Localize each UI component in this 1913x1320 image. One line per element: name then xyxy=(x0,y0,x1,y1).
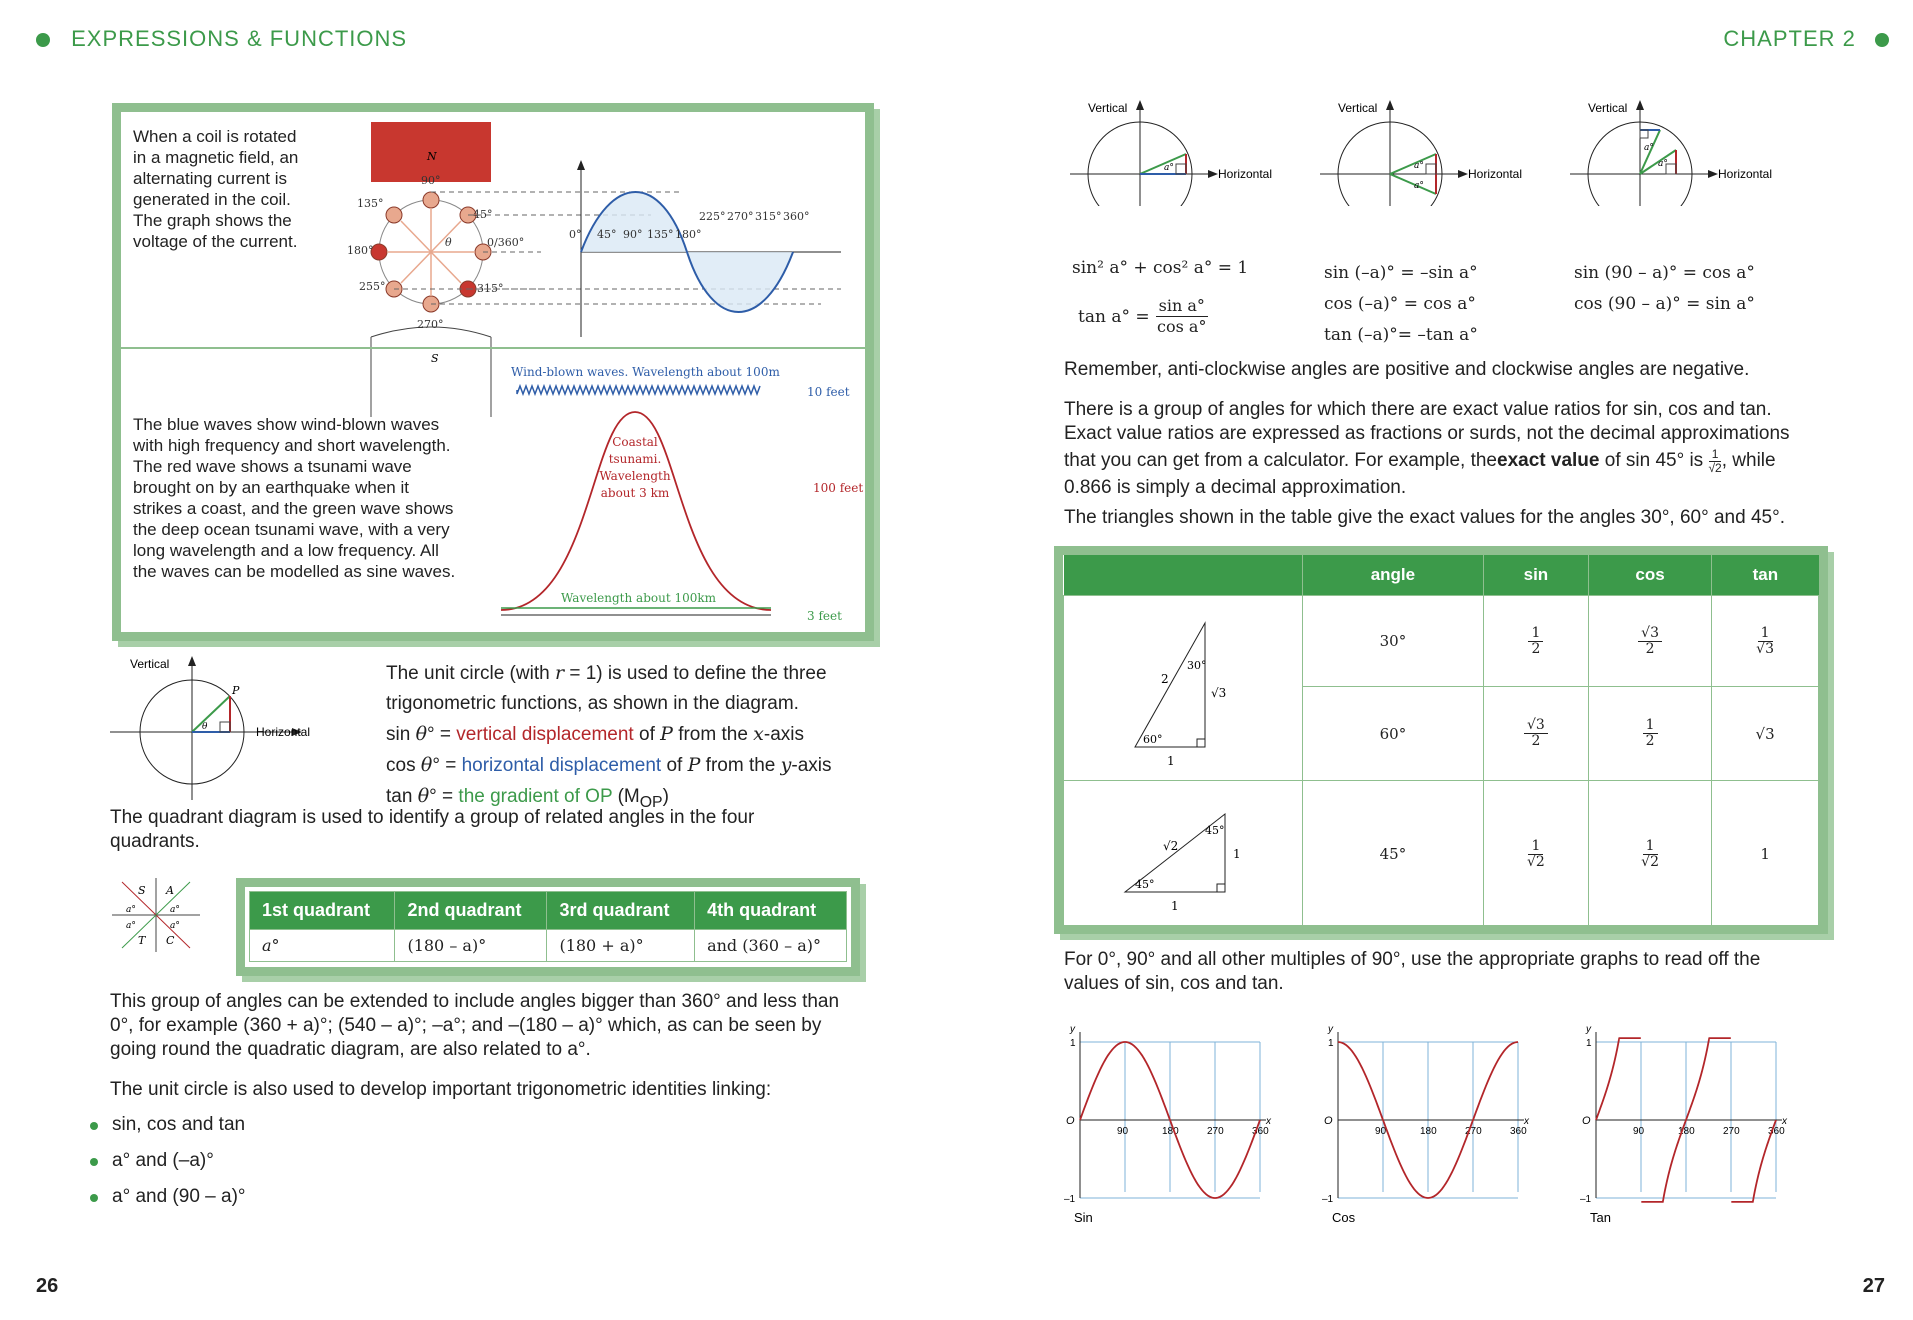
svg-text:tsunami.: tsunami. xyxy=(608,452,662,466)
svg-text:√2: √2 xyxy=(1163,839,1179,853)
graph-name: Cos xyxy=(1332,1210,1356,1225)
sin-graph xyxy=(1064,1024,1272,1225)
svg-text:180°: 180° xyxy=(675,228,702,241)
tan-curve xyxy=(1709,1038,1731,1039)
list-item: a° and (–a)° xyxy=(112,1150,214,1171)
tick-label: 270 xyxy=(1465,1126,1482,1137)
svg-text:a°: a° xyxy=(1658,159,1668,169)
svg-text:a°: a° xyxy=(1414,161,1424,171)
tick-label: 180 xyxy=(1420,1126,1437,1137)
list-item: sin, cos and tan xyxy=(112,1114,246,1135)
graph-name: Sin xyxy=(1074,1210,1093,1225)
north-label: N xyxy=(427,150,437,163)
identity-circles xyxy=(1068,96,1848,206)
hundred-feet-label: 100 feet xyxy=(813,481,864,495)
svg-text:a°: a° xyxy=(1644,143,1654,153)
svg-text:45°: 45° xyxy=(1205,824,1225,837)
tick-label: 360 xyxy=(1252,1126,1269,1137)
unit-circle-text: The unit circle (with r = 1) is used to define the three trigonometric functions, as shown in the diagram. sin θ° = vertical displacement of P from the x-axis cos θ° = horizontal displacement of P from the y-axis tan θ° = the gradient of OP $(M_{OP})$ xyxy=(386,662,832,811)
extend-text: This group of angles can be extended to include angles bigger than 360° and less than 0°, for example (360 + a)°; (540 – a)°; –a°; and –(180 – a)° which, as can be seen by going round the quadratic diagram, are also related to a°. xyxy=(110,991,840,1060)
coil-waves-box xyxy=(112,103,874,641)
tick-label: 360 xyxy=(1768,1126,1785,1137)
svg-text:180°: 180° xyxy=(347,244,374,257)
tan-curve xyxy=(1731,1198,1753,1202)
svg-text:1: 1 xyxy=(1171,899,1179,913)
unit-circle-diagram xyxy=(106,650,336,800)
tan-curve xyxy=(1596,1039,1619,1120)
svg-text:2: 2 xyxy=(1161,672,1169,686)
y-axis-label: y xyxy=(1586,1024,1591,1035)
wind-blown-wave xyxy=(517,386,760,394)
chapter-header xyxy=(1723,26,1889,52)
tick-label: 1 xyxy=(1070,1038,1076,1049)
tick-label: 180 xyxy=(1162,1126,1179,1137)
three-feet-label: 3 feet xyxy=(807,609,842,623)
svg-text:a°: a° xyxy=(1164,163,1174,173)
triangle-30-60 xyxy=(1064,596,1303,781)
svg-text:315°: 315° xyxy=(755,210,782,223)
exact-value-table xyxy=(1063,555,1819,928)
page-number-left: 26 xyxy=(36,1275,59,1297)
svg-text:60°: 60° xyxy=(1143,733,1163,746)
chapter-section-header xyxy=(36,26,407,52)
wind-waves-label: Wind-blown waves. Wavelength about 100m xyxy=(511,365,780,379)
svg-text:135°: 135° xyxy=(357,197,384,210)
identities-negative: sin (–a)° = –sin a° cos (–a)° = cos a° tan (–a)°= –tan a° xyxy=(1324,263,1478,345)
svg-text:225°: 225° xyxy=(699,210,726,223)
svg-text:0°: 0° xyxy=(569,228,582,241)
svg-text:255°: 255° xyxy=(359,280,386,293)
tick-label: 360 xyxy=(1510,1126,1527,1137)
svg-text:1: 1 xyxy=(1167,754,1175,768)
tick-label: 90 xyxy=(1117,1126,1129,1137)
tick-label: 270 xyxy=(1723,1126,1740,1137)
tan-graph xyxy=(1580,1024,1788,1225)
svg-text:P: P xyxy=(232,684,240,697)
tan-curve xyxy=(1754,1120,1777,1198)
svg-text:1: 1 xyxy=(1233,847,1241,861)
svg-text:Coastal: Coastal xyxy=(612,435,658,449)
svg-text:360°: 360° xyxy=(783,210,810,223)
table-row: a° (180 – a)° (180 + a)° and (360 – a)° xyxy=(250,930,847,962)
tick-label: –1 xyxy=(1322,1194,1334,1205)
svg-text:45°: 45° xyxy=(473,208,493,221)
exact-value-table-box xyxy=(1054,546,1828,934)
origin-label: O xyxy=(1066,1115,1075,1127)
svg-text:Vertical: Vertical xyxy=(1338,101,1378,115)
coil-text: When a coil is rotated in a magnetic field, an alternating current is generated in the coil. The graph shows the voltage of the current. xyxy=(133,127,299,251)
waves-text: The blue waves show wind-blown waves with high frequency and short wavelength. The red wave shows a tsunami wave brought on by an earthquake when it strikes a coast, and the green wave shows the deep ocean tsunami wave, with a very long wavelength and a low frequency. All the waves can be modelled as sine waves. xyxy=(133,415,456,581)
tick-label: 1 xyxy=(1586,1038,1592,1049)
svg-text:S: S xyxy=(138,884,146,897)
tick-label: 180 xyxy=(1678,1126,1695,1137)
trig-graphs xyxy=(1060,1012,1840,1232)
triangle-45-45 xyxy=(1064,781,1303,928)
svg-text:270°: 270° xyxy=(417,318,444,331)
south-magnet xyxy=(371,327,491,417)
tick-label: 90 xyxy=(1375,1126,1387,1137)
quadrant-table xyxy=(249,891,847,962)
svg-text:a°: a° xyxy=(170,905,180,915)
tick-label: 270 xyxy=(1207,1126,1224,1137)
tan-curve xyxy=(1641,1198,1663,1202)
svg-text:a°: a° xyxy=(126,921,136,931)
graphs-intro-text: For 0°, 90° and all other multiples of 90°, use the appropriate graphs to read off the values of sin, cos and tan. xyxy=(1064,949,1761,994)
svg-text:C: C xyxy=(166,934,175,947)
table-row: 1st quadrant 2nd quadrant 3rd quadrant 4th quadrant xyxy=(250,892,847,930)
svg-text:θ: θ xyxy=(202,722,208,732)
table-row: angle sin cos tan xyxy=(1064,555,1819,596)
x-axis-label: x xyxy=(1524,1116,1529,1127)
svg-text:135°: 135° xyxy=(647,228,674,241)
tick-label: 90 xyxy=(1633,1126,1645,1137)
svg-text:a°: a° xyxy=(170,921,180,931)
tan-curve xyxy=(1619,1038,1641,1039)
list-item: a° and (90 – a)° xyxy=(112,1186,246,1207)
svg-text:Vertical: Vertical xyxy=(130,657,170,671)
tick-label: –1 xyxy=(1580,1194,1592,1205)
y-axis-label: y xyxy=(1070,1024,1075,1035)
identities-complementary: sin (90 – a)° = cos a° cos (90 – a)° = sin a° xyxy=(1574,263,1755,314)
cos-graph xyxy=(1322,1024,1530,1225)
svg-text:a°: a° xyxy=(126,905,136,915)
quadrant-table-box xyxy=(236,878,860,976)
exact-values-text: There is a group of angles for which there are exact value ratios for sin, cos and tan. Exact value ratios are expressed as fractions or surds, not the decimal approximations that you can get from a calculator. For example, the exact value of sin 45° is $\frac{1}{√2}$ , while 0.866 is simply a decimal approximation. The triangles shown in the table give the exact values for the angles 30°, 60° and 45°. xyxy=(1064,399,1790,528)
remember-text: Remember, anti-clockwise angles are positive and clockwise angles are negative. xyxy=(1064,359,1750,380)
svg-text:a°: a° xyxy=(1414,181,1424,191)
bullet-dot-icon xyxy=(1875,33,1889,47)
svg-text:270°: 270° xyxy=(727,210,754,223)
table-row: 2 √3 1 30° 60° 30° $\frac{1}{2}$ $\frac{√3}{2}$ $\frac{1}{√3}$ xyxy=(1064,596,1819,687)
svg-text:θ: θ xyxy=(445,236,452,249)
y-axis-label: y xyxy=(1328,1024,1333,1035)
table-row: √2 1 1 45° 45° 45° $\frac{1}{√2}$ $\frac{1}{√2}$ 1 xyxy=(1064,781,1819,928)
svg-text:30°: 30° xyxy=(1187,659,1207,672)
svg-text:T: T xyxy=(138,934,146,947)
quadrant-intro-text: The quadrant diagram is used to identify a group of related angles in the four quadrants. xyxy=(110,807,755,852)
svg-text:0/360°: 0/360° xyxy=(487,236,525,249)
svg-text:Vertical: Vertical xyxy=(1088,101,1128,115)
svg-text:about 3 km: about 3 km xyxy=(600,486,670,500)
south-label: S xyxy=(431,352,439,365)
svg-text:45°: 45° xyxy=(597,228,617,241)
x-axis-label: x xyxy=(1782,1116,1787,1127)
svg-text:90°: 90° xyxy=(421,174,441,187)
identity-pythagorean: sin² a° + cos² a° = 1 xyxy=(1072,258,1249,278)
page-number-right: 27 xyxy=(1862,1275,1885,1297)
graph-name: Tan xyxy=(1590,1210,1611,1225)
table-row: 60° $\frac{√3}{2}$ $\frac{1}{2}$ √3 xyxy=(1064,687,1819,781)
chapter-title: CHAPTER 2 xyxy=(1723,26,1856,51)
tick-label: 1 xyxy=(1328,1038,1334,1049)
svg-text:315°: 315° xyxy=(477,282,504,295)
tick-label: –1 xyxy=(1064,1194,1076,1205)
quadrant-diagram xyxy=(108,876,204,954)
svg-text:Horizontal: Horizontal xyxy=(1468,167,1523,181)
svg-text:45°: 45° xyxy=(1135,878,1155,891)
svg-text:A: A xyxy=(166,884,174,897)
origin-label: O xyxy=(1582,1115,1591,1127)
origin-label: O xyxy=(1324,1115,1333,1127)
svg-text:Horizontal: Horizontal xyxy=(1718,167,1773,181)
bullet-dot-icon xyxy=(36,33,50,47)
svg-text:Horizontal: Horizontal xyxy=(1218,167,1273,181)
svg-text:Vertical: Vertical xyxy=(1588,101,1628,115)
svg-text:Wavelength: Wavelength xyxy=(599,469,671,483)
svg-text:√3: √3 xyxy=(1211,686,1227,700)
identities-intro: The unit circle is also used to develop important trigonometric identities linking: xyxy=(110,1079,772,1100)
deep-wave-label: Wavelength about 100km xyxy=(561,591,717,605)
svg-text:90°: 90° xyxy=(623,228,643,241)
x-axis-label: x xyxy=(1266,1116,1271,1127)
ten-feet-label: 10 feet xyxy=(807,385,850,399)
svg-text:Horizontal: Horizontal xyxy=(256,725,311,739)
identity-tan: tan a° = $\frac{\text{sin a°}}{\text{cos a°}}$ xyxy=(1078,296,1207,336)
section-title: EXPRESSIONS & FUNCTIONS xyxy=(71,26,408,51)
